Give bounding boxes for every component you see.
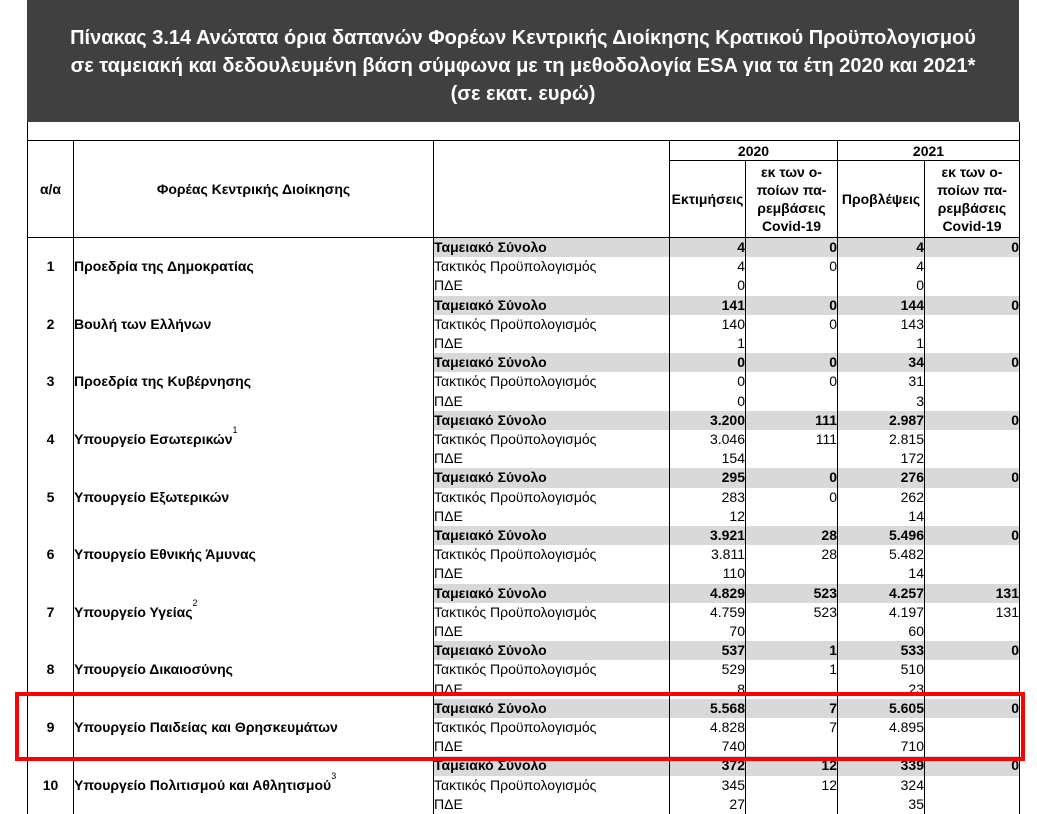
row-type-label: Ταμειακό Σύνολο [434,238,670,258]
value-cell: 144 [838,296,925,315]
value-cell: 537 [670,641,746,660]
value-cell [925,795,1020,814]
value-cell: 1 [746,641,838,660]
header-organization: Φορέας Κεντρικής Διοίκησης [74,141,434,238]
row-number: 9 [28,699,74,757]
value-cell: 154 [670,449,746,468]
value-cell: 324 [838,776,925,795]
value-cell: 0 [746,257,838,276]
value-cell [925,622,1020,641]
value-cell: 0 [925,641,1020,660]
value-cell: 0 [746,315,838,334]
value-cell: 3.811 [670,545,746,564]
value-cell [925,392,1020,411]
table-row [28,353,1020,372]
value-cell: 28 [746,526,838,545]
value-cell: 0 [925,526,1020,545]
value-cell: 1 [838,334,925,353]
value-cell: 28 [746,545,838,564]
value-cell: 4.197 [838,603,925,622]
table-title [27,0,1019,122]
value-cell: 0 [746,238,838,258]
organization-label: Υπουργείο Εθνικής Άμυνας [74,546,256,562]
value-cell [746,507,838,526]
row-number: 10 [28,756,74,814]
row-type-label: ΠΔΕ [434,507,670,526]
value-cell [925,488,1020,507]
title-line-2: σε ταμειακή και δεδουλευμένη βάση σύμφωνα με τη μεθοδολογία ESA για τα έτη 2020 και 2021* [27,52,1019,80]
organization-label: Υπουργείο Υγείας [74,604,193,620]
row-type-label: Τακτικός Προϋπολογισμός [434,430,670,449]
row-type-label: Τακτικός Προϋπολογισμός [434,660,670,679]
header-row-type [434,141,670,238]
value-cell: 3 [838,392,925,411]
value-cell: 4.257 [838,584,925,603]
footnote-marker: 1 [233,425,238,435]
organization-name [74,584,434,642]
value-cell: 1 [670,334,746,353]
value-cell: 131 [925,603,1020,622]
value-cell: 0 [925,699,1020,718]
value-cell: 12 [670,507,746,526]
value-cell: 533 [838,641,925,660]
organization-name [74,296,434,354]
row-type-label: Ταμειακό Σύνολο [434,411,670,430]
row-type-label: Τακτικός Προϋπολογισμός [434,315,670,334]
value-cell: 523 [746,584,838,603]
header-aa: α/α [28,141,74,238]
footnote-marker: 3 [331,771,336,781]
row-type-label: Τακτικός Προϋπολογισμός [434,488,670,507]
row-type-label: Τακτικός Προϋπολογισμός [434,603,670,622]
row-type-label: Ταμειακό Σύνολο [434,296,670,315]
row-type-label: Τακτικός Προϋπολογισμός [434,257,670,276]
organization-label: Βουλή των Ελλήνων [74,316,211,332]
value-cell: 2.815 [838,430,925,449]
value-cell: 4 [670,238,746,258]
organization-label: Υπουργείο Εσωτερικών [74,431,233,447]
value-cell: 3.046 [670,430,746,449]
value-cell [746,392,838,411]
value-cell: 12 [746,776,838,795]
value-cell: 60 [838,622,925,641]
value-cell [925,545,1020,564]
value-cell: 5.496 [838,526,925,545]
value-cell [925,257,1020,276]
title-line-3: (σε εκατ. ευρώ) [27,80,1019,108]
value-cell [925,334,1020,353]
value-cell [746,334,838,353]
value-cell: 0 [838,276,925,295]
header-year-2020: 2020 [670,141,838,161]
value-cell: 740 [670,737,746,756]
organization-name [74,353,434,411]
header-estimates: Εκτιμήσεις [670,161,746,238]
row-number: 1 [28,238,74,296]
value-cell: 4.759 [670,603,746,622]
title-line-1: Πίνακας 3.14 Ανώτατα όρια δαπανών Φορέων Κεντρικής Διοίκησης Κρατικού Προϋπολογισμού [27,24,1019,52]
value-cell: 0 [670,392,746,411]
value-cell: 23 [838,680,925,699]
row-type-label: ΠΔΕ [434,795,670,814]
row-number: 4 [28,411,74,469]
value-cell [746,622,838,641]
row-type-label: ΠΔΕ [434,564,670,583]
table-row [28,296,1020,315]
value-cell: 0 [925,296,1020,315]
value-cell: 4 [838,257,925,276]
value-cell: 35 [838,795,925,814]
value-cell [925,315,1020,334]
organization-name [74,411,434,469]
row-number: 3 [28,353,74,411]
header-covid-2020: εκ των ο-ποίων πα-ρεμβάσεις Covid-19 [746,161,838,238]
header-year-2021: 2021 [838,141,1020,161]
organization-name [74,526,434,584]
value-cell: 0 [746,372,838,391]
value-cell [746,795,838,814]
title-spacer [27,122,1020,141]
organization-name [74,699,434,757]
row-type-label: Ταμειακό Σύνολο [434,526,670,545]
value-cell: 14 [838,564,925,583]
value-cell [925,507,1020,526]
value-cell [746,449,838,468]
table-row [28,526,1020,545]
value-cell: 510 [838,660,925,679]
row-type-label: Ταμειακό Σύνολο [434,468,670,487]
value-cell: 143 [838,315,925,334]
row-type-label: ΠΔΕ [434,449,670,468]
row-type-label: ΠΔΕ [434,680,670,699]
organization-name [74,756,434,814]
value-cell: 0 [670,276,746,295]
value-cell: 0 [746,468,838,487]
value-cell: 172 [838,449,925,468]
value-cell: 141 [670,296,746,315]
value-cell: 27 [670,795,746,814]
value-cell: 4 [670,257,746,276]
value-cell: 0 [670,372,746,391]
row-type-label: Ταμειακό Σύνολο [434,584,670,603]
row-type-label: ΠΔΕ [434,737,670,756]
organization-label: Υπουργείο Δικαιοσύνης [74,661,233,677]
value-cell: 7 [746,718,838,737]
value-cell: 140 [670,315,746,334]
table-row [28,756,1020,775]
row-number: 7 [28,584,74,642]
value-cell: 0 [925,238,1020,258]
value-cell: 34 [838,353,925,372]
value-cell: 4.895 [838,718,925,737]
row-number: 8 [28,641,74,699]
value-cell [925,660,1020,679]
value-cell: 0 [670,353,746,372]
budget-table [27,140,1020,814]
row-number: 5 [28,468,74,526]
row-number: 2 [28,296,74,354]
organization-label: Προεδρία της Δημοκρατίας [74,258,254,274]
value-cell: 2.987 [838,411,925,430]
value-cell [925,564,1020,583]
value-cell [925,737,1020,756]
row-type-label: Ταμειακό Σύνολο [434,756,670,775]
row-type-label: ΠΔΕ [434,334,670,353]
value-cell: 0 [925,411,1020,430]
organization-label: Υπουργείο Πολιτισμού και Αθλητισμού [74,777,331,793]
table-row [28,468,1020,487]
table-row [28,641,1020,660]
value-cell: 31 [838,372,925,391]
organization-label: Υπουργείο Εξωτερικών [74,489,229,505]
value-cell: 14 [838,507,925,526]
row-type-label: Τακτικός Προϋπολογισμός [434,718,670,737]
value-cell: 1 [746,660,838,679]
value-cell [925,776,1020,795]
value-cell: 5.605 [838,699,925,718]
value-cell: 131 [925,584,1020,603]
value-cell: 0 [925,756,1020,775]
row-type-label: Ταμειακό Σύνολο [434,641,670,660]
value-cell: 345 [670,776,746,795]
value-cell [746,680,838,699]
value-cell [925,430,1020,449]
value-cell: 262 [838,488,925,507]
value-cell: 0 [925,353,1020,372]
value-cell: 111 [746,430,838,449]
row-number: 6 [28,526,74,584]
organization-name [74,468,434,526]
value-cell [746,737,838,756]
value-cell: 4.829 [670,584,746,603]
value-cell: 710 [838,737,925,756]
organization-name [74,641,434,699]
footnote-marker: 2 [193,598,198,608]
value-cell: 12 [746,756,838,775]
organization-label: Υπουργείο Παιδείας και Θρησκευμάτων [74,719,338,735]
value-cell: 111 [746,411,838,430]
value-cell: 4.828 [670,718,746,737]
row-type-label: ΠΔΕ [434,622,670,641]
header-forecasts: Προβλέψεις [838,161,925,238]
value-cell: 0 [925,468,1020,487]
row-type-label: ΠΔΕ [434,392,670,411]
value-cell: 5.568 [670,699,746,718]
value-cell: 4 [838,238,925,258]
organization-name [74,238,434,296]
value-cell: 8 [670,680,746,699]
value-cell [925,449,1020,468]
value-cell: 339 [838,756,925,775]
value-cell [925,372,1020,391]
table-row [28,584,1020,603]
value-cell: 110 [670,564,746,583]
organization-label: Προεδρία της Κυβέρνησης [74,373,251,389]
value-cell [746,276,838,295]
value-cell [925,680,1020,699]
table-row [28,699,1020,718]
row-type-label: Τακτικός Προϋπολογισμός [434,372,670,391]
row-type-label: ΠΔΕ [434,276,670,295]
value-cell: 283 [670,488,746,507]
value-cell: 529 [670,660,746,679]
value-cell: 295 [670,468,746,487]
value-cell [925,276,1020,295]
value-cell [925,718,1020,737]
value-cell: 0 [746,488,838,507]
value-cell: 0 [746,296,838,315]
value-cell: 372 [670,756,746,775]
value-cell: 276 [838,468,925,487]
value-cell: 0 [746,353,838,372]
table-row [28,411,1020,430]
value-cell [746,564,838,583]
value-cell: 3.921 [670,526,746,545]
row-type-label: Ταμειακό Σύνολο [434,353,670,372]
table-body [28,238,1020,814]
row-type-label: Ταμειακό Σύνολο [434,699,670,718]
value-cell: 7 [746,699,838,718]
row-type-label: Τακτικός Προϋπολογισμός [434,776,670,795]
table-row [28,238,1020,258]
value-cell: 3.200 [670,411,746,430]
value-cell: 523 [746,603,838,622]
value-cell: 5.482 [838,545,925,564]
row-type-label: Τακτικός Προϋπολογισμός [434,545,670,564]
value-cell: 70 [670,622,746,641]
header-covid-2021: εκ των ο-ποίων πα-ρεμβάσεις Covid-19 [925,161,1020,238]
